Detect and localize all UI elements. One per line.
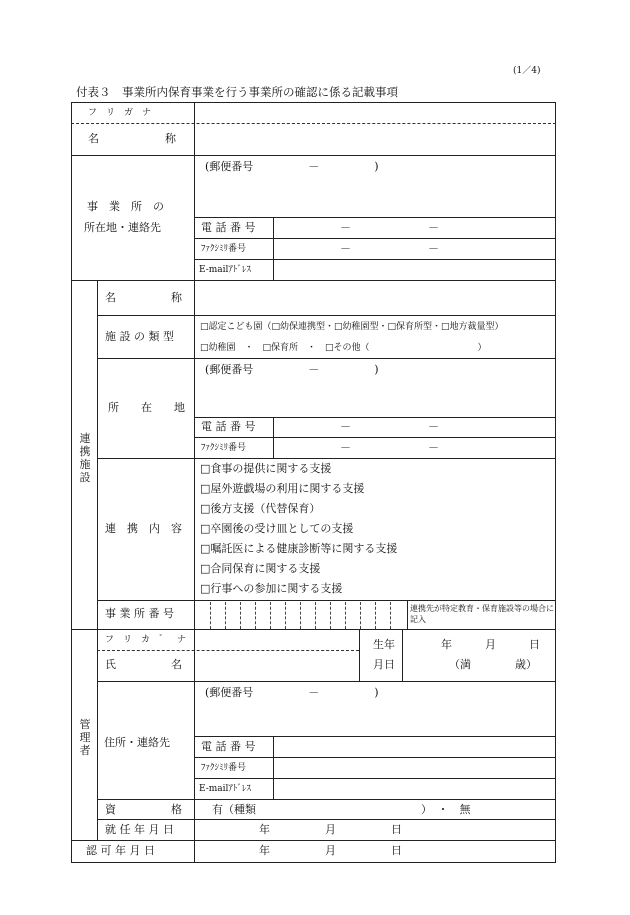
renkei-tel-dashes: － －: [340, 420, 439, 433]
manager-fax-label: ﾌｧｸｼﾐﾘ番号: [201, 763, 247, 773]
birth-label-1: 生年: [373, 638, 395, 651]
furigana-label: フ リ ガ ナ: [88, 108, 152, 118]
fax-dashes: － －: [340, 242, 439, 255]
manager-tel-input[interactable]: [275, 738, 554, 756]
age[interactable]: （満 歳）: [449, 658, 537, 671]
birth-date[interactable]: 年 月 日: [441, 638, 540, 651]
support-item[interactable]: □屋外遊戯場の利用に関する支援: [200, 482, 365, 495]
support-item[interactable]: □卒園後の受け皿としての支援: [200, 522, 354, 535]
address-label-1: 事 業 所 の: [87, 200, 164, 213]
name-label: 名 称: [88, 132, 176, 145]
manager-email-input[interactable]: [275, 780, 554, 798]
support-item[interactable]: □合同保育に関する支援: [200, 562, 321, 575]
birth-label-2: 月日: [373, 658, 395, 671]
renkei-postal: (郵便番号 － ): [205, 363, 379, 376]
tel-dashes: － －: [340, 221, 439, 234]
furigana-input[interactable]: [196, 104, 554, 122]
manager-label: 管理者: [79, 718, 91, 757]
facility-type-label: 施 設 の 類 型: [105, 330, 174, 343]
support-item[interactable]: □嘱託医による健康診断等に関する支援: [200, 542, 398, 555]
support-item[interactable]: □後方支援（代替保育）: [200, 502, 321, 515]
manager-furigana-input[interactable]: [196, 631, 358, 649]
name-input[interactable]: [196, 125, 554, 154]
manager-furigana-label: フ リ カ ゛ ナ: [105, 635, 187, 645]
renkei-fax-label: ﾌｧｸｼﾐﾘ番号: [201, 443, 247, 453]
address-input[interactable]: [196, 175, 554, 215]
email-input[interactable]: [275, 261, 554, 279]
manager-postal: (郵便番号 － ): [205, 686, 379, 699]
qualification-label: 資 格: [105, 803, 182, 816]
renkei-name-input[interactable]: [196, 282, 554, 314]
manager-name-label: 氏 名: [105, 658, 182, 671]
manager-fax-input[interactable]: [275, 759, 554, 777]
form-title: 付表３ 事業所内保育事業を行う事業所の確認に係る記載事項: [76, 85, 398, 99]
support-content-label: 連 携 内 容: [105, 522, 182, 535]
manager-tel-label: 電 話 番 号: [201, 740, 256, 753]
fax-label: ﾌｧｸｼﾐﾘ番号: [201, 244, 247, 254]
appointment-date-label: 就 任 年 月 日: [105, 823, 174, 836]
manager-email-label: E-mailｱﾄﾞﾚｽ: [199, 784, 251, 794]
approval-date-label: 認 可 年 月 日: [86, 844, 155, 857]
address-label-2: 所在地・連絡先: [84, 221, 161, 234]
qualification-value[interactable]: 有（種類 ） ・ 無: [212, 803, 471, 816]
business-number-note: 連携先が特定教育・保育施設等の場合に記入: [410, 604, 554, 624]
location-label: 所 在 地: [108, 401, 185, 414]
facility-type-line1[interactable]: □認定こども園（□幼保連携型・□幼稚園型・□保育所型・□地方裁量型）: [200, 322, 504, 332]
renkei-name-label: 名 称: [105, 291, 182, 304]
email-label: E-mailｱﾄﾞﾚｽ: [199, 265, 251, 275]
approval-date[interactable]: 年 月 日: [259, 844, 402, 857]
tel-label: 電 話 番 号: [201, 221, 256, 234]
manager-address-label: 住所・連絡先: [104, 736, 170, 749]
renkei-address-input[interactable]: [196, 378, 554, 415]
business-number-label: 事 業 所 番 号: [105, 607, 174, 620]
facility-type-line2[interactable]: □幼稚園 ・ □保育所 ・ □その他（ ）: [200, 343, 487, 353]
renkei-fax-dashes: － －: [340, 441, 439, 454]
renkei-label: 連携施設: [79, 432, 91, 484]
manager-name-input[interactable]: [196, 652, 358, 680]
appointment-date[interactable]: 年 月 日: [259, 823, 402, 836]
renkei-tel-label: 電 話 番 号: [201, 420, 256, 433]
support-item[interactable]: □食事の提供に関する支援: [200, 462, 332, 475]
manager-address-input[interactable]: [196, 701, 554, 734]
support-item[interactable]: □行事への参加に関する支援: [200, 582, 343, 595]
page-number: (1／4): [513, 66, 541, 76]
postal-code: (郵便番号 － ): [205, 160, 379, 173]
